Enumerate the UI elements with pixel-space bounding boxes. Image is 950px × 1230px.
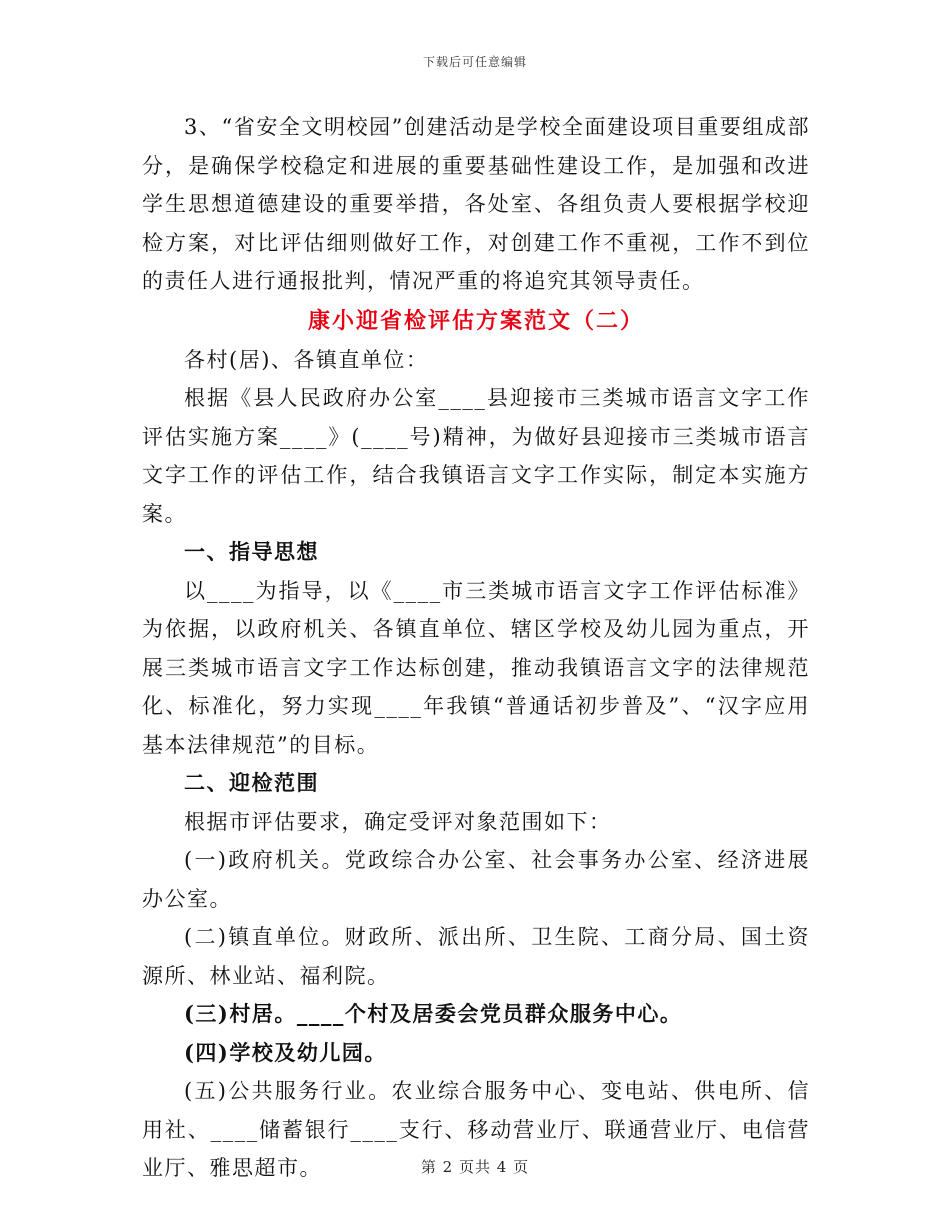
scope-item-schools: (四)学校及幼儿园。 [184, 1039, 387, 1065]
scope-item-town-units: (二)镇直单位。财政所、派出所、卫生院、工商分局、国土资源所、林业站、福利院。 [142, 925, 810, 988]
heading-inspection-scope: 二、迎检范围 [184, 770, 319, 795]
scope-item-government: (一)政府机关。党政综合办公室、社会事务办公室、经济进展办公室。 [142, 848, 810, 911]
page-footer: 第 2 页共 4 页 [420, 1158, 530, 1176]
section-title: 康小迎省检评估方案范文（二） [307, 307, 644, 334]
scope-item-villages: (三)村居。____个村及居委会党员群众服务中心。 [184, 1001, 683, 1026]
scope-item-public-services: (五)公共服务行业。农业综合服务中心、变电站、供电所、信用社、____储蓄银行____支行、移动营业厅、联通营业厅、电信营业厅、雅思超市。 [142, 1079, 810, 1180]
salutation: 各村(居)、各镇直单位： [184, 347, 429, 372]
heading-guiding-thought: 一、指导思想 [184, 539, 319, 564]
scope-intro-paragraph: 根据市评估要求，确定受评对象范围如下： [184, 809, 612, 834]
document-body [142, 108, 810, 1188]
guiding-thought-paragraph: 以____为指导，以《____市三类城市语言文字工作评估标准》为依据，以政府机关、各镇直单位、辖区学校及幼儿园为重点，开展三类城市语言文字工作达标创建，推动我镇语言文字的法律规范化、标准化，努力实现____年我镇“普通话初步普及”、“汉字应用基本法律规范”的目标。 [142, 578, 810, 757]
intro-paragraph: 根据《县人民政府办公室____县迎接市三类城市语言文字工作评估实施方案____》(____号)精神，为做好县迎接市三类城市语言文字工作的评估工作，结合我镇语言文字工作实际，制定本实施方案。 [142, 386, 810, 526]
page-header: 下载后可任意编辑 [422, 55, 527, 69]
paragraph-item-3: 3、“省安全文明校园”创建活动是学校全面建设项目重要组成部分，是确保学校稳定和进展的重要基础性建设工作，是加强和改进学生思想道德建设的重要举措，各处室、各组负责人要根据学校迎检方案，对比评估细则做好工作，对创建工作不重视，工作不到位的责任人进行通报批判，情况严重的将追究其领导责任。 [142, 115, 810, 293]
